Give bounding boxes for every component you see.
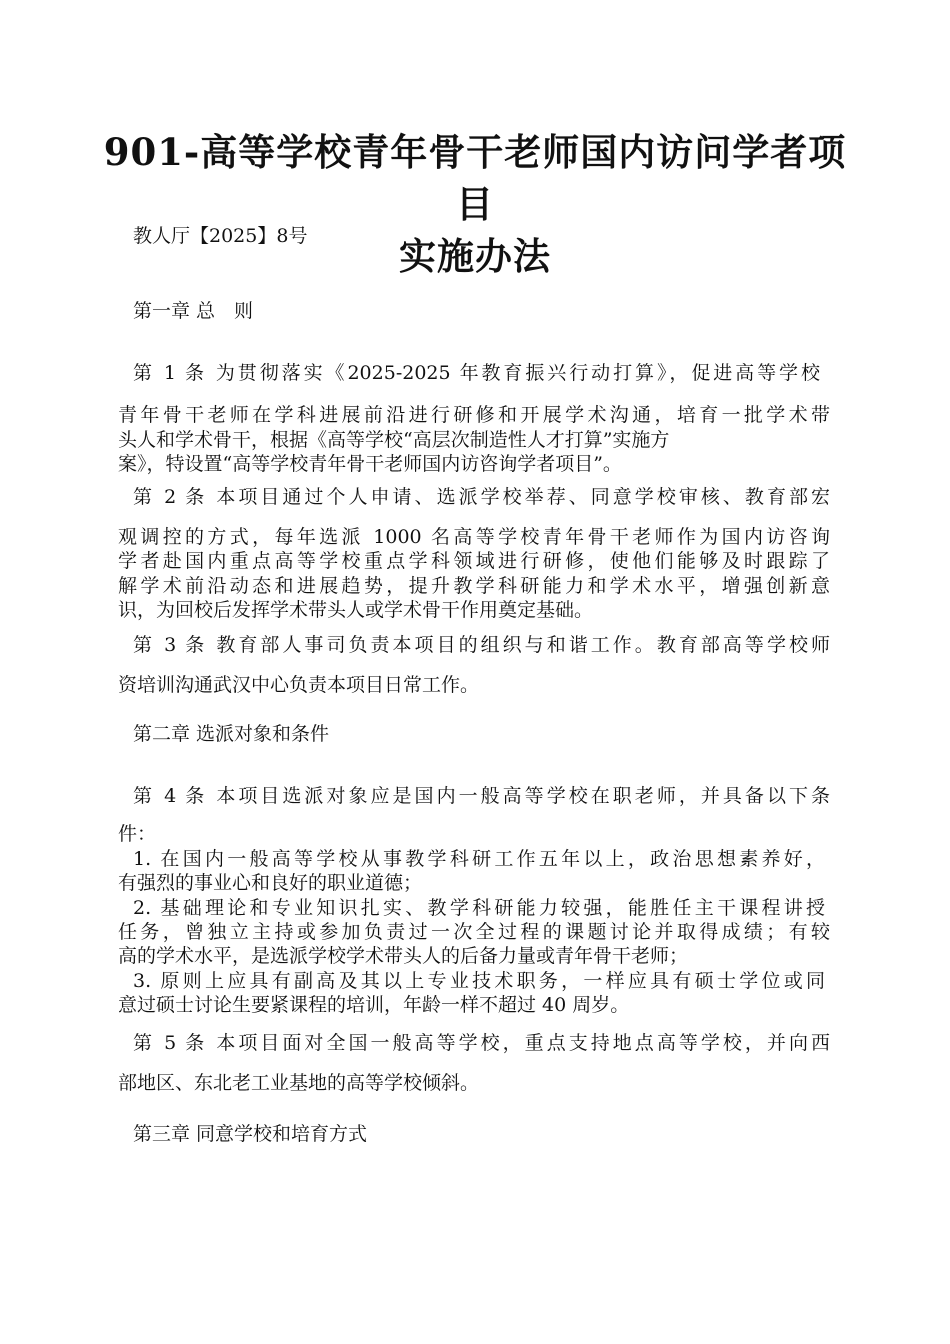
article-4-item-3: 3. 原则上应具有副高及其以上专业技术职务，一样应具有硕士学位或同: [133, 970, 825, 992]
article-1-line: 青年骨干老师在学科进展前沿进行研修和开展学术沟通，培育一批学术带: [118, 404, 830, 426]
article-1-line: 头人和学术骨干，根据《高等学校“高层次制造性人才打算”实施方: [118, 429, 670, 451]
article-5-line: 部地区、东北老工业基地的高等学校倾斜。: [118, 1072, 480, 1094]
article-2-line: 学者赴国内重点高等学校重点学科领域进行研修，使他们能够及时跟踪了: [118, 550, 830, 572]
title-line-1: 901-高等学校青年骨干老师国内访问学者项目: [103, 130, 847, 226]
article-1-line: 案》，特设置“高等学校青年骨干老师国内访咨询学者项目”。: [118, 453, 622, 475]
chapter-heading-2: 第二章 选派对象和条件: [133, 723, 330, 745]
article-2-line: 第 2 条 本项目通过个人申请、选派学校举荐、同意学校审核、教育部宏: [133, 486, 830, 508]
article-4-line: 第 4 条 本项目选派对象应是国内一般高等学校在职老师，并具备以下条: [133, 785, 830, 807]
article-4-line: 件：: [118, 823, 157, 845]
article-2-line: 观调控的方式，每年选派 1000 名高等学校青年骨干老师作为国内访咨询: [118, 526, 830, 548]
article-2-line: 解学术前沿动态和进展趋势，提升教学科研能力和学术水平，增强创新意: [118, 575, 830, 597]
chapter-heading-3: 第三章 同意学校和培育方式: [133, 1123, 368, 1145]
document-number: 教人厅【2025】8号: [133, 225, 308, 247]
article-4-item-1: 1. 在国内一般高等学校从事教学科研工作五年以上，政治思想素养好，: [133, 848, 825, 870]
title-line-2: 实施办法: [399, 234, 551, 278]
article-3-line: 第 3 条 教育部人事司负责本项目的组织与和谐工作。教育部高等学校师: [133, 634, 830, 656]
article-5-line: 第 5 条 本项目面对全国一般高等学校，重点支持地点高等学校，并向西: [133, 1032, 830, 1054]
article-2-line: 识，为回校后发挥学术带头人或学术骨干作用奠定基础。: [118, 599, 594, 621]
document-title: [100, 126, 850, 282]
article-3-line: 资培训沟通武汉中心负责本项目日常工作。: [118, 674, 480, 696]
article-4-line: 高的学术水平，是选派学校学术带头人的后备力量或青年骨干老师；: [118, 945, 689, 967]
article-4-line: 任务，曾独立主持或参加负责过一次全过程的课题讨论并取得成绩；有较: [118, 921, 830, 943]
article-4-line: 有强烈的事业心和良好的职业道德；: [118, 872, 423, 894]
article-4-line: 意过硕士讨论生要紧课程的培训，年龄一样不超过 40 周岁。: [118, 994, 630, 1016]
chapter-heading-1: 第一章 总 则: [133, 300, 254, 322]
article-4-item-2: 2. 基础理论和专业知识扎实、教学科研能力较强，能胜任主干课程讲授: [133, 897, 825, 919]
article-1-line: 第 1 条 为贯彻落实《2025-2025 年教育振兴行动打算》，促进高等学校: [133, 362, 820, 384]
